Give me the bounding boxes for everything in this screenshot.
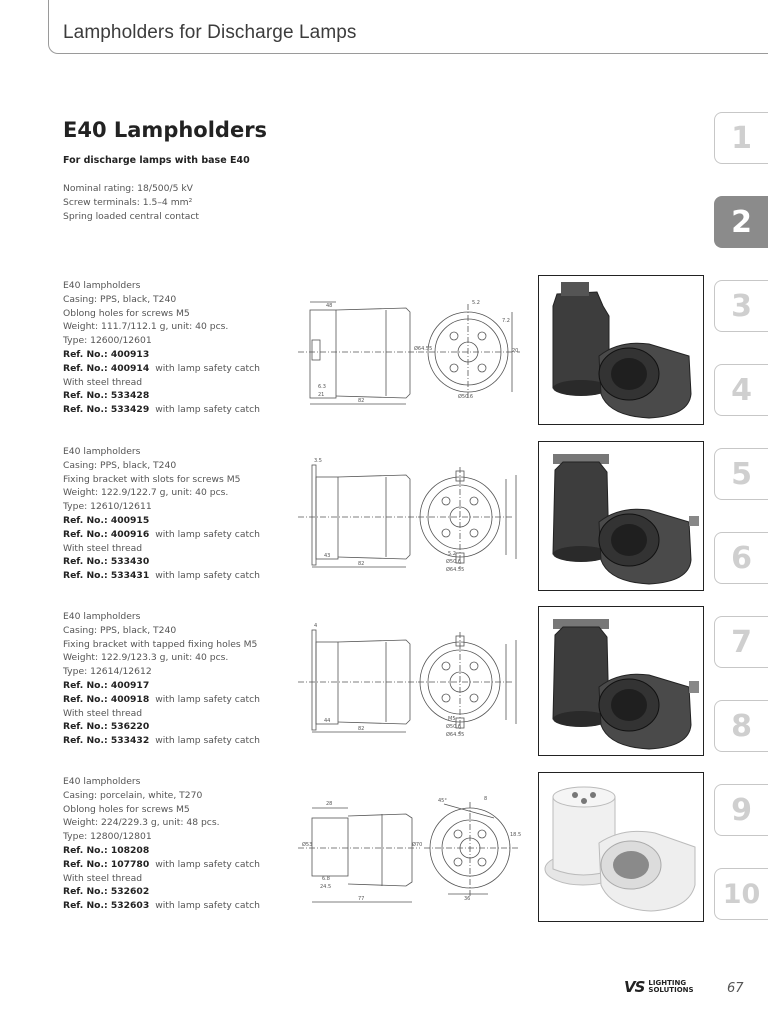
ref-label: Ref. No.: 532603 (63, 900, 150, 912)
dimension-label: 20 (512, 348, 519, 354)
product-line: Type: 12610/12611 (63, 501, 152, 513)
ref-note: with lamp safety catch (155, 570, 260, 582)
ref-number (63, 528, 303, 542)
dimension-label: 8 (484, 796, 488, 802)
logo-line: LIGHTING (648, 979, 687, 987)
product-line: Fixing bracket with tapped fixing holes M5 (63, 638, 258, 650)
dimension-label: 6.8 (322, 876, 330, 882)
product-line: Weight: 224/229.3 g, unit: 48 pcs. (63, 817, 220, 829)
product-line: Casing: porcelain, white, T270 (63, 789, 203, 801)
ref-label: Ref. No.: 533431 (63, 570, 150, 582)
product-line: Fixing bracket with slots for screws M5 (63, 473, 241, 485)
product-line: Casing: PPS, black, T240 (63, 293, 177, 305)
product-line: Weight: 111.7/112.1 g, unit: 40 pcs. (63, 321, 229, 333)
product-line: E40 lampholders (63, 776, 141, 787)
ref-note: with lamp safety catch (155, 404, 260, 416)
ref-label: Ref. No.: 107780 (63, 858, 150, 870)
dimension-label: 5.2 (448, 551, 456, 557)
technical-drawing (298, 790, 530, 940)
intro-line: Nominal rating: 18/500/5 kV (63, 183, 193, 194)
logo-mark: VS (624, 978, 645, 996)
product-photo (538, 772, 704, 922)
ref-label: Ref. No.: 532602 (63, 886, 150, 898)
ref-number (63, 720, 303, 734)
dimension-label: Ø50.6 (446, 559, 462, 565)
ref-label: Ref. No.: 400913 (63, 348, 150, 360)
dimension-label: M5 (448, 716, 456, 722)
logo-line: SOLUTIONS (648, 986, 694, 994)
ref-note: with lamp safety catch (155, 900, 260, 912)
ref-note: with lamp safety catch (155, 858, 260, 870)
dimension-label: Ø50.6 (446, 724, 462, 730)
dimension-label: 48 (326, 303, 333, 309)
ref-number (63, 679, 303, 693)
intro-line: Screw terminals: 1.5–4 mm² (63, 197, 193, 208)
ref-number (63, 389, 303, 403)
ref-number (63, 693, 303, 707)
product-line: Type: 12614/12612 (63, 666, 152, 678)
ref-label: Ref. No.: 533432 (63, 735, 150, 747)
chapter-tab-7[interactable]: 7 (714, 616, 768, 668)
dimension-label: 45° (438, 798, 447, 804)
chapter-tab-3[interactable]: 3 (714, 280, 768, 332)
dimension-label: 36 (464, 896, 471, 902)
chapter-tab-5[interactable]: 5 (714, 448, 768, 500)
product-line: Oblong holes for screws M5 (63, 803, 190, 815)
ref-label: Ref. No.: 533429 (63, 404, 150, 416)
ref-number (63, 569, 303, 583)
dimension-label: 28 (326, 801, 333, 807)
page-number: 67 (727, 981, 744, 996)
ref-label: Ref. No.: 400917 (63, 679, 150, 691)
dimension-label: 44 (324, 718, 331, 724)
product-photo (538, 441, 704, 591)
ref-number (63, 844, 303, 858)
ref-label: Ref. No.: 533428 (63, 390, 150, 402)
technical-drawing (298, 620, 530, 770)
chapter-tab-4[interactable]: 4 (714, 364, 768, 416)
intro-line: Spring loaded central contact (63, 211, 200, 222)
section-intro (63, 182, 199, 224)
dimension-label: 77 (358, 896, 365, 902)
ref-number (63, 362, 303, 376)
dimension-label: 3.5 (314, 458, 322, 464)
dimension-label: 5.2 (472, 300, 480, 306)
dimension-label: Ø53 (302, 842, 313, 848)
section-title: E40 Lampholders (63, 118, 268, 142)
dimension-label: 7.2 (502, 318, 510, 324)
thread-label: With steel thread (63, 542, 143, 554)
chapter-tab-9[interactable]: 9 (714, 784, 768, 836)
ref-number (63, 555, 303, 569)
product-line: E40 lampholders (63, 446, 141, 457)
ref-label: Ref. No.: 400916 (63, 528, 150, 540)
chapter-tab-2[interactable]: 2 (714, 196, 768, 248)
dimension-label: 82 (358, 398, 365, 404)
thread-label: With steel thread (63, 707, 143, 719)
product-line: E40 lampholders (63, 280, 141, 291)
ref-number (63, 348, 303, 362)
ref-label: Ref. No.: 108208 (63, 844, 150, 856)
product-line: Casing: PPS, black, T240 (63, 459, 177, 471)
dimension-label: 82 (358, 561, 365, 567)
ref-label: Ref. No.: 400914 (63, 362, 150, 374)
technical-drawing (298, 455, 530, 605)
dimension-label: 43 (324, 553, 331, 559)
product-photo (538, 275, 704, 425)
page-header-title: Lampholders for Discharge Lamps (63, 22, 357, 43)
dimension-label: Ø64.55 (414, 346, 433, 352)
ref-label: Ref. No.: 536220 (63, 721, 150, 733)
dimension-label: Ø64.55 (446, 732, 465, 738)
ref-note: with lamp safety catch (155, 362, 260, 374)
ref-number (63, 514, 303, 528)
dimension-label: Ø50.6 (458, 394, 474, 400)
company-logo (624, 978, 694, 996)
ref-number (63, 858, 303, 872)
chapter-tab-10[interactable]: 10 (714, 868, 768, 920)
product-photo (538, 606, 704, 756)
ref-note: with lamp safety catch (155, 693, 260, 705)
chapter-tab-1[interactable]: 1 (714, 112, 768, 164)
dimension-label: 82 (358, 726, 365, 732)
ref-note: with lamp safety catch (155, 735, 260, 747)
dimension-label: 21 (318, 392, 325, 398)
dimension-label: Ø70 (412, 842, 423, 848)
dimension-label: 18.5 (510, 832, 522, 838)
ref-label: Ref. No.: 400915 (63, 514, 150, 526)
technical-drawing (298, 290, 530, 440)
product-line: Weight: 122.9/122.7 g, unit: 40 pcs. (63, 487, 229, 499)
ref-number (63, 734, 303, 748)
ref-number (63, 403, 303, 417)
product-line: Casing: PPS, black, T240 (63, 624, 177, 636)
section-subtitle: For discharge lamps with base E40 (63, 155, 250, 166)
product-line: Type: 12800/12801 (63, 831, 152, 843)
product-block (63, 610, 303, 748)
logo-text (648, 980, 693, 994)
chapter-tab-6[interactable]: 6 (714, 532, 768, 584)
dimension-label: 24.5 (320, 884, 332, 890)
dimension-label: Ø64.55 (446, 567, 465, 573)
product-block (63, 279, 303, 417)
ref-label: Ref. No.: 533430 (63, 556, 150, 568)
product-line: Oblong holes for screws M5 (63, 307, 190, 319)
ref-note: with lamp safety catch (155, 528, 260, 540)
ref-label: Ref. No.: 400918 (63, 693, 150, 705)
product-block (63, 445, 303, 583)
ref-number (63, 885, 303, 899)
ref-number (63, 899, 303, 913)
product-block (63, 775, 303, 913)
chapter-tab-8[interactable]: 8 (714, 700, 768, 752)
thread-label: With steel thread (63, 376, 143, 388)
product-line: Type: 12600/12601 (63, 335, 152, 347)
product-line: Weight: 122.9/123.3 g, unit: 40 pcs. (63, 652, 229, 664)
dimension-label: 4 (314, 623, 318, 629)
product-line: E40 lampholders (63, 611, 141, 622)
dimension-label: 6.3 (318, 384, 326, 390)
thread-label: With steel thread (63, 872, 143, 884)
